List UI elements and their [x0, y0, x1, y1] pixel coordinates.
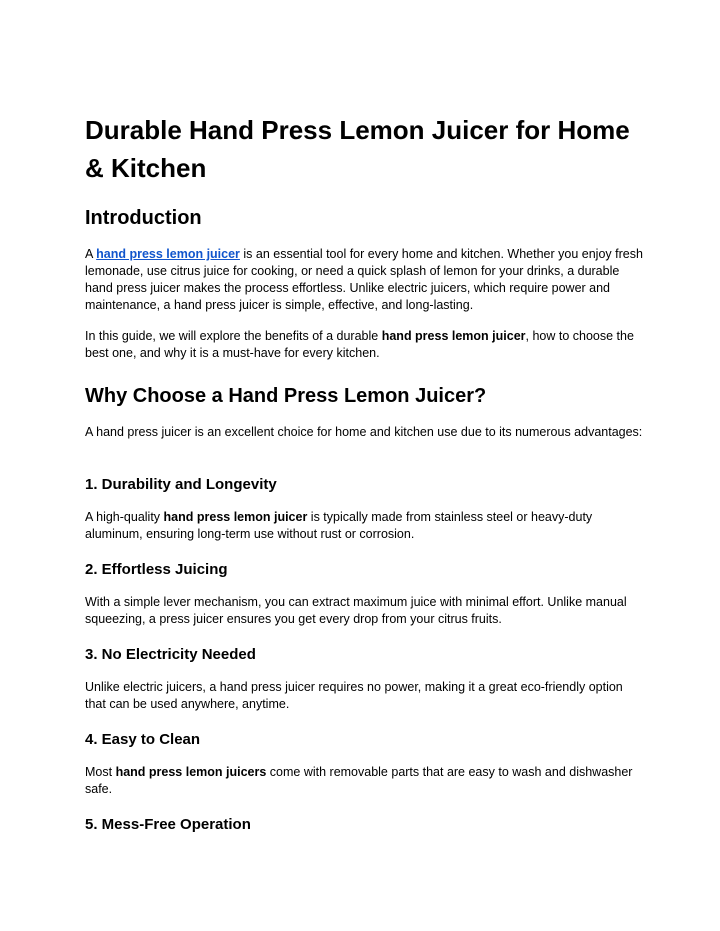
section-4-heading: 4. Easy to Clean [85, 731, 201, 748]
s1-bold: hand press lemon juicer [163, 510, 308, 524]
juicer-link[interactable]: hand press lemon juicer [96, 247, 240, 261]
s4-post: come with removable parts that are easy to wash and dishwasher safe. [85, 765, 633, 796]
intro-paragraph-1 [85, 246, 645, 314]
section-1-paragraph [85, 509, 645, 543]
s4-bold: hand press lemon juicers [115, 765, 267, 779]
section-4-paragraph [85, 764, 645, 798]
section-3-heading: 3. No Electricity Needed [85, 646, 256, 663]
intro-paragraph-2 [85, 328, 645, 362]
section-2-heading: 2. Effortless Juicing [85, 561, 228, 578]
s1-pre: A high-quality [85, 510, 164, 524]
section-1-heading: 1. Durability and Longevity [85, 476, 277, 493]
intro-p1-pre: A [85, 247, 97, 261]
document-title: Durable Hand Press Lemon Juicer for Home & Kitchen [85, 115, 630, 183]
why-heading: Why Choose a Hand Press Lemon Juicer? [85, 385, 487, 407]
intro-p1-post: is an essential tool for every home and kitchen. Whether you enjoy fresh lemonade, use citrus juice for cooking, or need a quick splash of lemon for your drinks, a durable hand press juicer makes the process effortless. Unlike electric juicers, which require power and maintenance, a hand press juicer is simple, effective, and long-lasting. [85, 247, 643, 312]
section-3-paragraph: Unlike electric juicers, a hand press juicer requires no power, making it a great eco-friendly option that can be used anywhere, anytime. [85, 680, 623, 711]
section-2-paragraph: With a simple lever mechanism, you can extract maximum juice with minimal effort. Unlike manual squeezing, a press juicer ensures you get every drop from your citrus fruits. [85, 595, 627, 626]
why-lead-paragraph: A hand press juicer is an excellent choice for home and kitchen use due to its numerous advantages: [85, 425, 643, 439]
s1-post: is typically made from stainless steel or heavy-duty aluminum, ensuring long-term use without rust or corrosion. [85, 510, 593, 541]
intro-p2-pre: In this guide, we will explore the benefits of a durable [85, 329, 382, 343]
section-5-heading: 5. Mess-Free Operation [85, 816, 251, 833]
intro-p2-bold: hand press lemon juicer [381, 329, 526, 343]
intro-p2-post: , how to choose the best one, and why it is a must-have for every kitchen. [85, 329, 634, 360]
s4-pre: Most [85, 765, 116, 779]
intro-heading: Introduction [85, 207, 202, 229]
